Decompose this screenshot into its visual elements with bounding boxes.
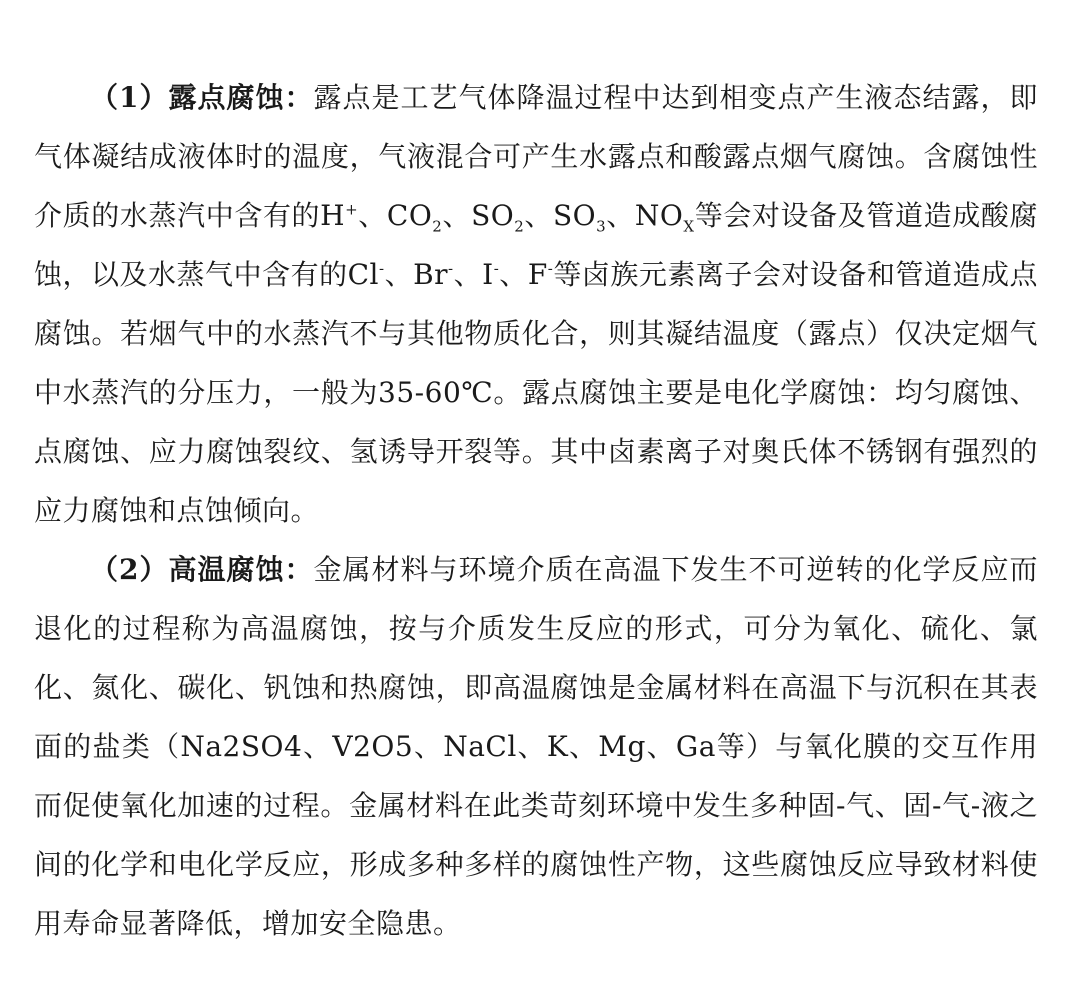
paragraph-dew-point-corrosion [34, 68, 1038, 540]
text-segment: 、CO [358, 199, 433, 232]
document-body [34, 68, 1038, 953]
text-segment: 、SO [442, 199, 515, 232]
subscript: 3 [596, 217, 607, 236]
text-segment: 露点是工艺气体降温过程中达到相变点产生液态结露，即气体凝结成液体时的温度，气液混合可产生水露点和酸露点烟气腐蚀。含腐蚀性介质的水蒸汽中含有的H [34, 81, 1038, 232]
superscript: - [448, 259, 454, 278]
text-segment: 、Br [384, 258, 449, 291]
superscript: - [547, 259, 554, 278]
text-segment: 等卤族元素离子会对设备和管道造成点腐蚀。若烟气中的水蒸汽不与其他物质化合，则其凝结温度（露点）仅决定烟气中水蒸汽的分压力，一般为35-60℃。露点腐蚀主要是电化学腐蚀：均匀腐蚀、点腐蚀、应力腐蚀裂纹、氢诱导开裂等。其中卤素离子对奥氏体不锈钢有强烈的应力腐蚀和点蚀倾向。 [34, 258, 1038, 527]
superscript: - [493, 259, 500, 278]
text-segment: 等会对设备及管道造成酸腐蚀，以及水蒸气中含有的Cl [34, 199, 1038, 291]
text-segment: 金属材料与环境介质在高温下发生不可逆转的化学反应而退化的过程称为高温腐蚀，按与介质发生反应的形式，可分为氧化、硫化、氯化、氮化、碳化、钒蚀和热腐蚀，即高温腐蚀是金属材料在高温下与沉积在其表面的盐类（Na2SO4、V2O5、NaCl、K、Mg、Ga等）与氧化膜的交互作用而促使氧化加速的过程。金属材料在此类苛刻环境中发生多种固-气、固-气-液之间的化学和电化学反应，形成多种多样的腐蚀性产物，这些腐蚀反应导致材料使用寿命显著降低，增加安全隐患。 [34, 553, 1038, 940]
subscript: 2 [432, 217, 443, 236]
superscript: - [378, 259, 385, 278]
subscript: X [683, 217, 695, 236]
text-segment: 、F [499, 258, 548, 291]
subscript: 2 [514, 217, 525, 236]
heading-high-temperature-corrosion: （2）高温腐蚀： [90, 553, 314, 586]
text-segment: 、SO [524, 199, 597, 232]
superscript: + [345, 200, 359, 219]
heading-dew-point-corrosion: （1）露点腐蚀： [90, 81, 314, 114]
paragraph-high-temperature-corrosion [34, 540, 1038, 953]
text-segment: 、NO [606, 199, 684, 232]
text-segment: 、I [453, 258, 494, 291]
